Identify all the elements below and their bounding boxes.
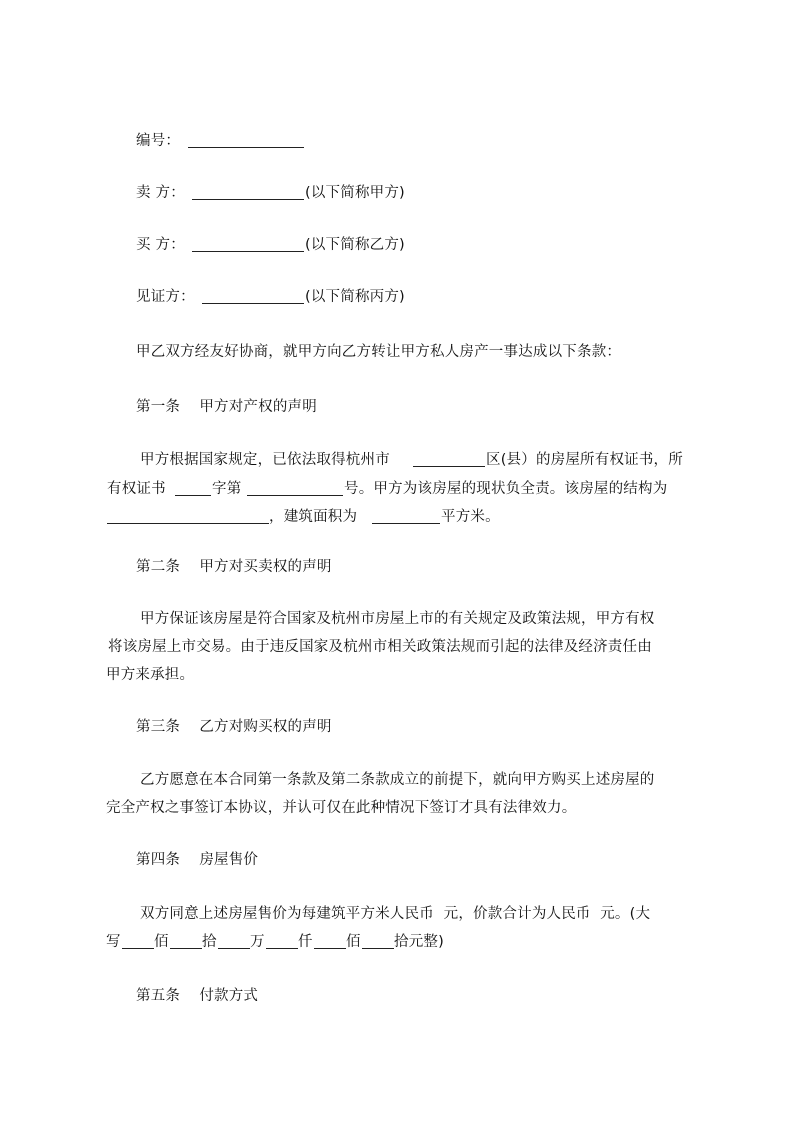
- number-line: [0, 130, 793, 152]
- article-3-line-2: 完全产权之事签订本协议，并认可仅在此种情况下签订才具有法律效力。: [106, 800, 577, 816]
- seller-label: 卖 方：: [136, 185, 185, 201]
- buyer-blank: [192, 236, 304, 252]
- number-blank: [188, 132, 304, 148]
- article-1-title: 第一条 甲方对产权的声明: [136, 399, 317, 415]
- intro-paragraph: 甲乙双方经友好协商，就甲方向乙方转让甲方私人房产一事达成以下条款：: [136, 344, 622, 360]
- amount-blank-6: [362, 933, 394, 949]
- article-4-line-2: 写 佰 拾 万 仟 佰 拾元整): [106, 934, 444, 950]
- article-4-title: 第四条 房屋售价: [136, 852, 259, 868]
- seller-blank: [192, 184, 304, 200]
- witness-note: (以下简称丙方): [305, 289, 405, 305]
- cert-word-blank: [175, 480, 211, 496]
- amount-blank-1: [122, 933, 154, 949]
- article-1-line-3: ，建筑面积为 平方米。: [0, 506, 793, 528]
- article-3-line-1: 乙方愿意在本合同第一条款及第二条款成立的前提下，就向甲方购买上述房屋的: [140, 772, 655, 788]
- article-2-line-2: 将该房屋上市交易。由于违反国家及杭州市相关政策法规而引起的法律及经济责任由: [108, 639, 652, 655]
- amount-blank-2: [170, 933, 202, 949]
- witness-blank: [202, 288, 304, 304]
- article-2-title: 第二条 甲方对买卖权的声明: [136, 559, 332, 575]
- structure-blank: [107, 508, 269, 524]
- buyer-line: [0, 234, 793, 256]
- area-blank: [372, 508, 440, 524]
- article-5-title: 第五条 付款方式: [136, 988, 259, 1004]
- article-3-title: 第三条 乙方对购买权的声明: [136, 719, 332, 735]
- article-2-line-1: 甲方保证该房屋是符合国家及杭州市房屋上市的有关规定及政策法规，甲方有权: [140, 611, 655, 627]
- witness-label: 见证方：: [136, 289, 195, 305]
- seller-line: [0, 182, 793, 204]
- article-1-line-1: 甲方根据国家规定，已依法取得杭州市 区(县）的房屋所有权证书，所: [140, 452, 683, 468]
- article-2-line-3: 甲方来承担。: [106, 667, 195, 683]
- witness-line: [0, 286, 793, 308]
- amount-blank-5: [314, 933, 346, 949]
- article-1-line-2: 有权证书 字第 号。甲方为该房屋的现状负全责。该房屋的结构为: [107, 481, 668, 497]
- seller-note: (以下简称甲方): [305, 185, 405, 201]
- buyer-note: (以下简称乙方): [305, 237, 405, 253]
- amount-blank-3: [218, 933, 250, 949]
- amount-blank-4: [266, 933, 298, 949]
- cert-number-blank: [247, 480, 343, 496]
- buyer-label: 买 方：: [136, 237, 185, 253]
- district-blank: [413, 451, 485, 467]
- number-label: 编号：: [136, 133, 181, 149]
- article-4-line-1: 双方同意上述房屋售价为每建筑平方米人民币 元，价款合计为人民币 元。(大: [140, 906, 651, 922]
